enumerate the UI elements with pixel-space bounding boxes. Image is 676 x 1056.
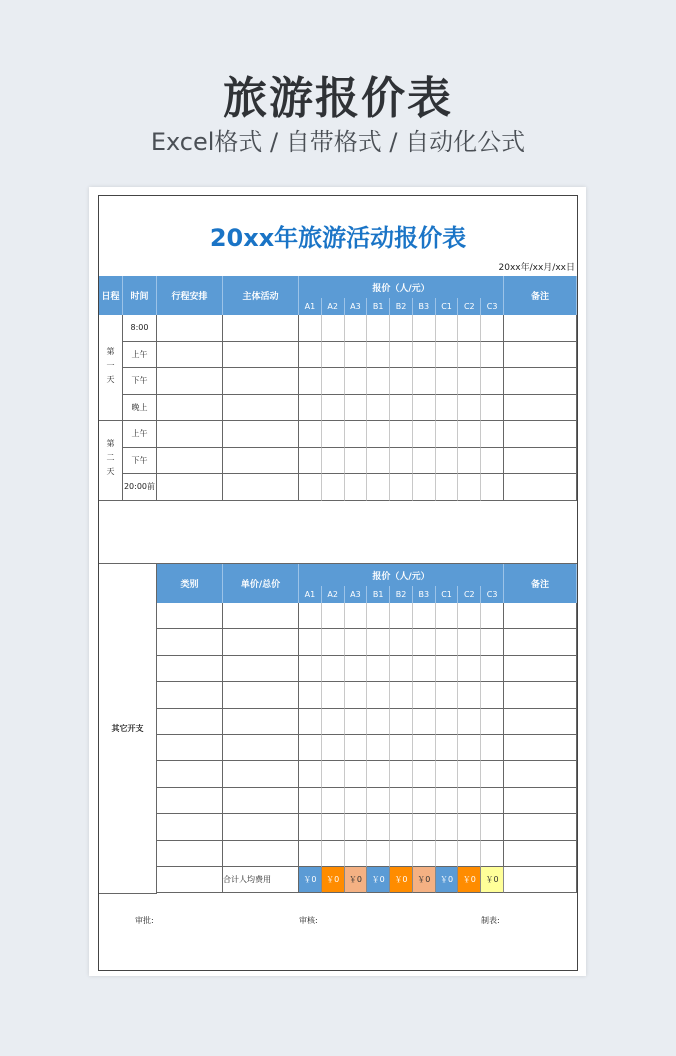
table2-row-price[interactable] [413,629,436,655]
table1-row-price[interactable] [458,342,481,369]
table2-row-col2[interactable] [223,603,299,629]
price-col-b1: B1 [367,586,390,603]
time-cell[interactable] [123,342,157,369]
table1-row-price[interactable] [436,342,459,369]
table2-row-price[interactable] [436,603,459,629]
price-col-a2: A2 [322,586,345,603]
table1-row-price[interactable] [436,368,459,395]
table1-row-price[interactable] [345,315,368,342]
table2-row-price[interactable] [367,841,390,867]
table1-row-price[interactable] [367,342,390,369]
section-label: 其它开支 [111,724,144,733]
time-label: 下午 [131,455,148,465]
table2-row-price[interactable] [481,735,504,761]
table2-row-price[interactable] [367,814,390,840]
table2-row-price[interactable] [413,709,436,735]
header-remark: 备注 [504,276,577,315]
table2-row-price[interactable] [436,656,459,682]
table2-row-price[interactable] [322,603,345,629]
table1-row-col1[interactable] [157,448,223,475]
table1-row-col2[interactable] [223,395,299,422]
table2-row-col1[interactable] [157,735,223,761]
table2-row-price[interactable] [299,841,322,867]
total-value-a3: ￥0 [345,867,368,893]
table1-row-price[interactable] [299,315,322,342]
table2-row-remark[interactable] [504,656,577,682]
table2-row-remark[interactable] [504,709,577,735]
table1-row-price[interactable] [299,342,322,369]
table2-row-price[interactable] [390,814,413,840]
total-label-cell[interactable] [223,867,299,893]
table2-row-price[interactable] [458,761,481,787]
table2-row-price[interactable] [367,709,390,735]
table2-row-price[interactable] [367,761,390,787]
table1-row-price[interactable] [345,395,368,422]
table1-row-price[interactable] [322,315,345,342]
table1-row-col2[interactable] [223,368,299,395]
table2-row-remark[interactable] [504,761,577,787]
table2-row-price[interactable] [299,709,322,735]
table2-row-price[interactable] [413,656,436,682]
table1-row-price[interactable] [322,395,345,422]
table2-row-price[interactable] [299,788,322,814]
table2-row-price[interactable] [481,761,504,787]
table2-row-price[interactable] [345,709,368,735]
table1-row-price[interactable] [390,368,413,395]
table1-row-col2[interactable] [223,421,299,448]
table2-row-price[interactable] [436,814,459,840]
table2-row-price[interactable] [299,735,322,761]
table2-row-price[interactable] [390,656,413,682]
table2-row-col1[interactable] [157,709,223,735]
table1-row-col1[interactable] [157,368,223,395]
header-category: 类别 [157,564,223,603]
table1-row-remark[interactable] [504,421,577,448]
table2-row-price[interactable] [481,788,504,814]
total-remark[interactable] [504,867,577,893]
price-col-b1: B1 [367,298,390,315]
table2-row-price[interactable] [390,603,413,629]
table1-row-price[interactable] [299,474,322,501]
table1-row-price[interactable] [345,342,368,369]
header-unit-price: 单价/总价 [223,564,299,603]
table1-row-price[interactable] [390,448,413,475]
total-value-b1: ￥0 [367,867,390,893]
table1-row-price[interactable] [436,421,459,448]
day-label: 第二天 [106,439,115,482]
table2-row-price[interactable] [458,735,481,761]
table2-row-price[interactable] [458,682,481,708]
table2-row-price[interactable] [458,709,481,735]
table1-row-price[interactable] [458,448,481,475]
table2-row-remark[interactable] [504,735,577,761]
time-label: 晚上 [131,402,148,412]
table2-row-price[interactable] [413,761,436,787]
table2-row-price[interactable] [390,735,413,761]
table2-row-price[interactable] [413,735,436,761]
table2-row-remark[interactable] [504,629,577,655]
table1-row-price[interactable] [436,315,459,342]
total-value-b2: ￥0 [390,867,413,893]
table1-row-col2[interactable] [223,474,299,501]
table2-row-price[interactable] [299,761,322,787]
time-label: 下午 [131,376,148,386]
time-label: 20:00前 [123,482,156,492]
table2-row-price[interactable] [458,629,481,655]
header-time: 时间 [123,276,157,315]
table1-row-price[interactable] [322,474,345,501]
table2-row-price[interactable] [345,629,368,655]
table1-row-price[interactable] [458,368,481,395]
table1-row-remark[interactable] [504,474,577,501]
table2-row-price[interactable] [390,629,413,655]
price-col-c1: C1 [436,298,459,315]
table1-row-remark[interactable] [504,315,577,342]
time-cell[interactable] [123,395,157,422]
total-value-c2: ￥0 [458,867,481,893]
table2-row-price[interactable] [322,735,345,761]
table2-row-price[interactable] [481,682,504,708]
table2-row-price[interactable] [345,603,368,629]
table2-row-price[interactable] [481,629,504,655]
price-col-c2: C2 [458,586,481,603]
table2-row-price[interactable] [322,841,345,867]
table1-row-price[interactable] [299,368,322,395]
table2-row-price[interactable] [436,682,459,708]
table2-row-col2[interactable] [223,629,299,655]
table1-row-price[interactable] [367,368,390,395]
table1-row-price[interactable] [436,448,459,475]
document-date: 20xx年/xx月/xx日 [498,263,575,273]
table1-row-price[interactable] [345,368,368,395]
table2-row-col1[interactable] [157,682,223,708]
table1-row-col1[interactable] [157,395,223,422]
table2-row-col2[interactable] [223,735,299,761]
time-label: 上午 [131,429,148,439]
total-label: 合计人均费用 [223,875,271,885]
table2-row-price[interactable] [322,814,345,840]
table2-row-col2[interactable] [223,814,299,840]
table1-row-price[interactable] [390,342,413,369]
time-label: 上午 [131,349,148,359]
table2-row-price[interactable] [390,709,413,735]
table2-row-price[interactable] [481,841,504,867]
table2-row-price[interactable] [436,709,459,735]
table1-row-price[interactable] [390,421,413,448]
table2-row-price[interactable] [367,629,390,655]
time-cell[interactable] [123,474,157,501]
table2-row-price[interactable] [345,814,368,840]
price-col-b3: B3 [413,298,436,315]
table2-row-price[interactable] [345,788,368,814]
time-cell[interactable] [123,448,157,475]
signature-review: 审核: [299,916,318,925]
signature-approve: 审批: [135,916,154,925]
table1-row-col1[interactable] [157,315,223,342]
table2-row-price[interactable] [367,603,390,629]
table1-row-col2[interactable] [223,448,299,475]
table2-row-price[interactable] [322,788,345,814]
price-col-a1: A1 [299,298,322,315]
table2-row-price[interactable] [299,656,322,682]
total-value-c3: ￥0 [481,867,504,893]
table1-row-price[interactable] [458,474,481,501]
table2-row-col1[interactable] [157,841,223,867]
price-col-a2: A2 [322,298,345,315]
table2-row-remark[interactable] [504,603,577,629]
table2-row-price[interactable] [413,788,436,814]
day-label: 第一天 [106,346,115,389]
price-col-c1: C1 [436,586,459,603]
table2-row-price[interactable] [458,814,481,840]
table2-row-col1[interactable] [157,761,223,787]
price-col-b2: B2 [390,298,413,315]
time-cell[interactable] [123,421,157,448]
table1-row-price[interactable] [481,395,504,422]
table1-row-price[interactable] [413,315,436,342]
price-col-a3: A3 [345,298,368,315]
table1-row-remark[interactable] [504,368,577,395]
table2-row-price[interactable] [413,814,436,840]
price-col-a1: A1 [299,586,322,603]
table1-row-price[interactable] [299,448,322,475]
table1-row-remark[interactable] [504,448,577,475]
table1-row-price[interactable] [458,315,481,342]
table2-row-remark[interactable] [504,788,577,814]
table2-row-price[interactable] [481,709,504,735]
table1-row-price[interactable] [390,474,413,501]
day-2-cell [99,421,123,501]
table1-row-price[interactable] [322,421,345,448]
table2-row-price[interactable] [367,788,390,814]
table2-row-price[interactable] [436,761,459,787]
hero-subtitle: Excel格式 / 自带格式 / 自动化公式 [150,128,526,156]
table2-row-price[interactable] [458,656,481,682]
table1-row-price[interactable] [345,448,368,475]
table2-row-col1[interactable] [157,603,223,629]
table2-row-price[interactable] [299,603,322,629]
table2-row-price[interactable] [345,656,368,682]
header-day: 日程 [99,276,123,315]
table1-row-price[interactable] [481,474,504,501]
table2-row-price[interactable] [299,814,322,840]
table1-row-price[interactable] [345,421,368,448]
table2-row-price[interactable] [458,841,481,867]
table2-row-price[interactable] [458,603,481,629]
blank-gap [99,501,577,564]
table2-row-price[interactable] [413,603,436,629]
day-1-cell [99,315,123,421]
table2-row-price[interactable] [436,788,459,814]
total-row-blank[interactable] [157,867,223,893]
table2-row-price[interactable] [322,629,345,655]
table2-row-price[interactable] [345,682,368,708]
table2-row-price[interactable] [322,656,345,682]
table2-row-price[interactable] [413,682,436,708]
table1-row-price[interactable] [390,395,413,422]
table2-row-price[interactable] [345,735,368,761]
table2-row-price[interactable] [413,841,436,867]
table2-row-price[interactable] [458,788,481,814]
table2-row-col1[interactable] [157,629,223,655]
table1-row-price[interactable] [299,421,322,448]
table2-row-remark[interactable] [504,682,577,708]
table1-row-price[interactable] [322,342,345,369]
table1-row-price[interactable] [413,342,436,369]
table1-row-price[interactable] [367,395,390,422]
header-price: 报价（人/元） [299,276,504,298]
signature-maker: 制表: [481,916,500,925]
table1-row-remark[interactable] [504,395,577,422]
table1-row-price[interactable] [413,421,436,448]
table1-row-price[interactable] [458,421,481,448]
table1-row-price[interactable] [345,474,368,501]
table1-row-col2[interactable] [223,315,299,342]
header-price-2: 报价（人/元） [299,564,504,586]
time-cell[interactable] [123,368,157,395]
total-value-a1: ￥0 [299,867,322,893]
table1-row-remark[interactable] [504,342,577,369]
table2-row-price[interactable] [481,603,504,629]
price-col-a3: A3 [345,586,368,603]
table2-row-price[interactable] [390,761,413,787]
table1-row-price[interactable] [481,448,504,475]
table2-row-price[interactable] [367,735,390,761]
price-col-c2: C2 [458,298,481,315]
table2-row-price[interactable] [390,841,413,867]
table1-row-price[interactable] [367,315,390,342]
table1-row-price[interactable] [367,421,390,448]
table2-row-col2[interactable] [223,656,299,682]
total-value-c1: ￥0 [436,867,459,893]
table2-row-col1[interactable] [157,788,223,814]
table1-row-price[interactable] [413,474,436,501]
table2-row-price[interactable] [367,682,390,708]
table1-row-price[interactable] [322,448,345,475]
table2-row-price[interactable] [345,761,368,787]
table1-row-price[interactable] [367,448,390,475]
table2-row-price[interactable] [299,629,322,655]
header-remark-2: 备注 [504,564,577,603]
section-other-expenses [99,564,157,894]
table1-row-price[interactable] [481,421,504,448]
table2-row-price[interactable] [436,629,459,655]
table2-row-col2[interactable] [223,682,299,708]
table2-row-price[interactable] [322,761,345,787]
time-cell[interactable] [123,315,157,342]
total-value-b3: ￥0 [413,867,436,893]
table1-row-price[interactable] [481,315,504,342]
table1-row-price[interactable] [367,474,390,501]
table2-row-price[interactable] [436,841,459,867]
table2-row-col2[interactable] [223,709,299,735]
time-label: 8:00 [130,323,149,333]
table1-row-col1[interactable] [157,421,223,448]
table2-row-price[interactable] [299,682,322,708]
price-col-c3: C3 [481,586,504,603]
quote-sheet [98,195,578,971]
table2-row-col1[interactable] [157,814,223,840]
table1-row-price[interactable] [481,368,504,395]
table2-row-col2[interactable] [223,761,299,787]
header-activity: 主体活动 [223,276,299,315]
table2-row-price[interactable] [322,709,345,735]
table2-row-price[interactable] [390,788,413,814]
table2-row-price[interactable] [345,841,368,867]
total-value-a2: ￥0 [322,867,345,893]
table1-row-price[interactable] [390,315,413,342]
price-col-b2: B2 [390,586,413,603]
header-itinerary: 行程安排 [157,276,223,315]
price-col-c3: C3 [481,298,504,315]
table2-row-price[interactable] [367,656,390,682]
table2-row-col2[interactable] [223,841,299,867]
table2-row-col2[interactable] [223,788,299,814]
table2-row-price[interactable] [436,735,459,761]
table2-row-remark[interactable] [504,841,577,867]
table1-row-price[interactable] [299,395,322,422]
table2-row-price[interactable] [481,814,504,840]
table1-row-col2[interactable] [223,342,299,369]
table2-row-price[interactable] [481,656,504,682]
table1-row-price[interactable] [413,395,436,422]
table1-row-price[interactable] [436,395,459,422]
table2-row-price[interactable] [390,682,413,708]
table2-row-price[interactable] [322,682,345,708]
table1-row-price[interactable] [481,342,504,369]
price-col-b3: B3 [413,586,436,603]
table1-row-price[interactable] [458,395,481,422]
hero-title: 旅游报价表 [223,73,453,124]
table1-row-price[interactable] [436,474,459,501]
table1-row-col1[interactable] [157,474,223,501]
table2-row-col1[interactable] [157,656,223,682]
table1-row-price[interactable] [322,368,345,395]
document-title: 20xx年旅游活动报价表 [209,224,467,252]
table1-row-price[interactable] [413,368,436,395]
table1-row-col1[interactable] [157,342,223,369]
table2-row-remark[interactable] [504,814,577,840]
table1-row-price[interactable] [413,448,436,475]
